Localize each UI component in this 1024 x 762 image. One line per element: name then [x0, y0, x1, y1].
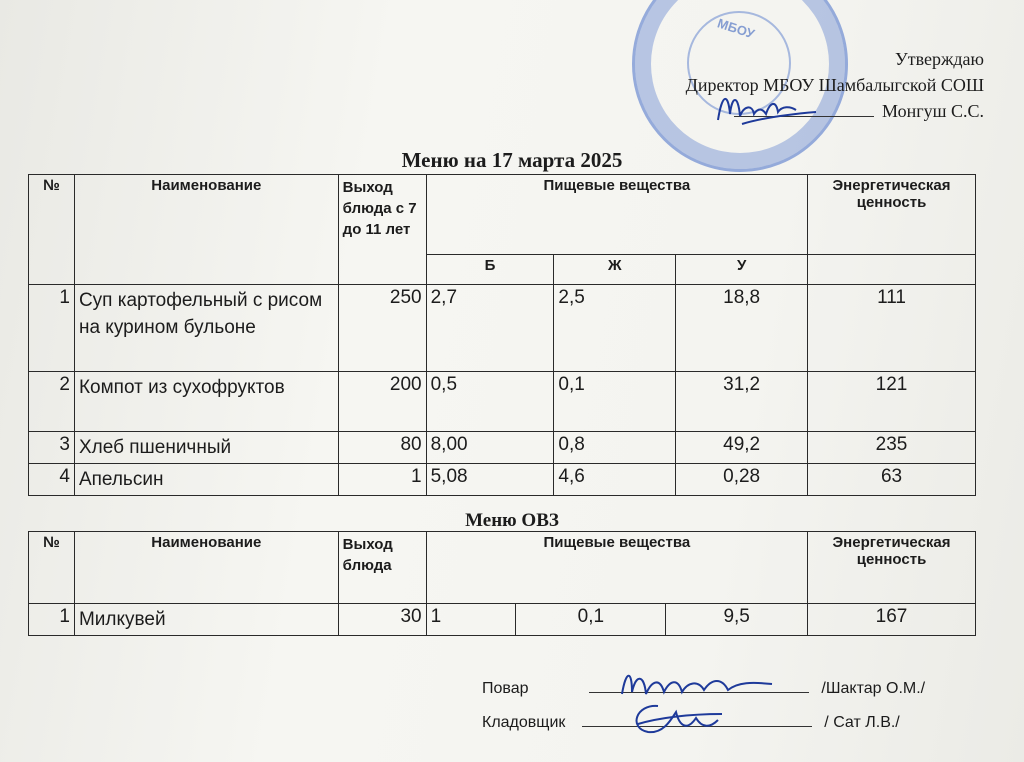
row-b: 1: [426, 604, 516, 636]
row-name: Милкувей: [74, 604, 338, 636]
row-num: 4: [29, 464, 75, 496]
row-u: 9,5: [666, 604, 808, 636]
row-name: Апельсин: [74, 464, 338, 496]
table-row: [29, 372, 976, 432]
row-energy: 63: [808, 464, 976, 496]
table-row: [29, 285, 976, 372]
table-row: [29, 432, 976, 464]
storekeeper-label: Кладовщик: [482, 714, 566, 731]
row-zh: 0,1: [516, 604, 666, 636]
header-b: Б: [426, 255, 554, 285]
header-name: Наименование: [74, 532, 338, 604]
row-zh: 2,5: [554, 285, 676, 372]
row-num: 2: [29, 372, 75, 432]
menu-title: Меню на 17 марта 2025: [401, 148, 623, 172]
director-name: Монгуш С.С.: [882, 101, 984, 121]
ovz-menu-table: [28, 531, 976, 636]
header-output: Выход блюда с 7 до 11 лет: [338, 175, 426, 285]
row-energy: 121: [808, 372, 976, 432]
ovz-menu-title: Меню ОВЗ: [465, 510, 559, 531]
header-output: Выход блюда: [338, 532, 426, 604]
cook-name: /Шактар О.М./: [821, 680, 926, 697]
row-name: Компот из сухофруктов: [74, 372, 338, 432]
approval-position: Директор МБОУ Шамбалыгской СОШ: [685, 75, 984, 95]
row-energy: 167: [808, 604, 976, 636]
header-num: №: [29, 532, 75, 604]
row-output: 30: [338, 604, 426, 636]
row-b: 0,5: [426, 372, 554, 432]
header-name: Наименование: [74, 175, 338, 285]
header-zh: Ж: [554, 255, 676, 285]
header-energy: Энергетическая ценность: [808, 532, 976, 604]
row-name: Хлеб пшеничный: [74, 432, 338, 464]
row-output: 1: [338, 464, 426, 496]
menu-table: [28, 174, 976, 496]
row-energy: 235: [808, 432, 976, 464]
row-zh: 0,8: [554, 432, 676, 464]
header-nutrients: Пищевые вещества: [426, 175, 807, 255]
row-u: 18,8: [676, 285, 808, 372]
cook-label: Повар: [482, 680, 529, 697]
approval-heading: Утверждаю: [894, 49, 984, 69]
table-row: [29, 464, 976, 496]
stamp-text: МБОУ: [715, 15, 757, 42]
row-u: 31,2: [676, 372, 808, 432]
header-energy-sub: [808, 255, 976, 285]
row-b: 5,08: [426, 464, 554, 496]
storekeeper-name: / Сат Л.В./: [824, 714, 900, 731]
row-name: Суп картофельный с рисом на курином бульоне: [74, 285, 338, 372]
row-u: 49,2: [676, 432, 808, 464]
row-b: 8,00: [426, 432, 554, 464]
header-u: У: [676, 255, 808, 285]
row-num: 1: [29, 604, 75, 636]
header-num: №: [29, 175, 75, 285]
row-b: 2,7: [426, 285, 554, 372]
row-energy: 111: [808, 285, 976, 372]
row-output: 200: [338, 372, 426, 432]
header-energy: Энергетическая ценность: [808, 175, 976, 255]
table-row: [29, 604, 976, 636]
row-u: 0,28: [676, 464, 808, 496]
row-zh: 0,1: [554, 372, 676, 432]
row-output: 250: [338, 285, 426, 372]
director-signature: [712, 84, 822, 132]
storekeeper-signature: [618, 698, 728, 740]
row-num: 3: [29, 432, 75, 464]
header-nutrients: Пищевые вещества: [426, 532, 807, 604]
row-output: 80: [338, 432, 426, 464]
row-num: 1: [29, 285, 75, 372]
row-zh: 4,6: [554, 464, 676, 496]
